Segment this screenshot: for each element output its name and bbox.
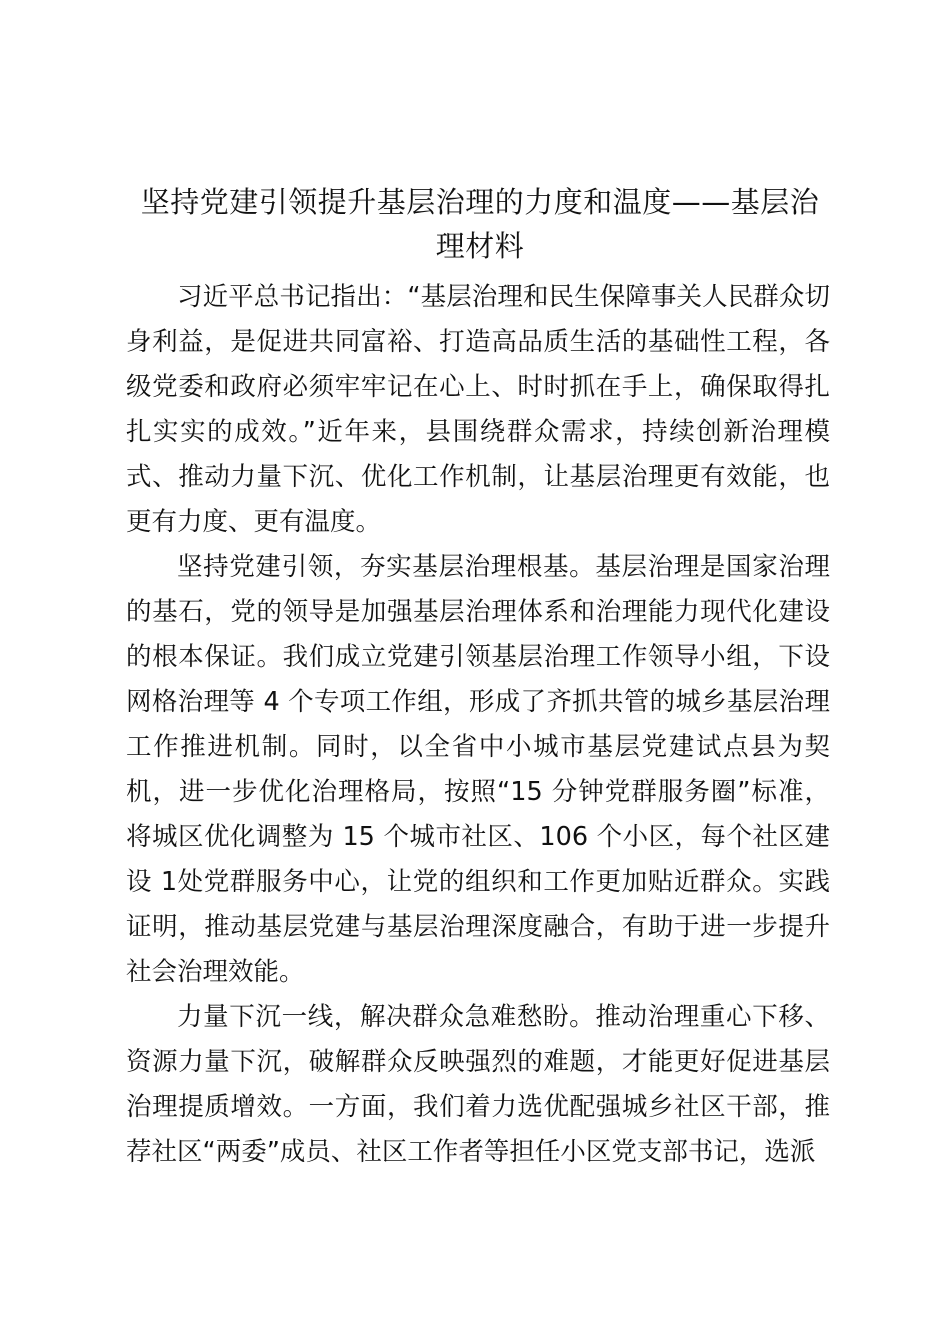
paragraph-2: 坚持党建引领，夯实基层治理根基。基层治理是国家治理的基石，党的领导是加强基层治理体系和治理能力现代化建设的根本保证。我们成立党建引领基层治理工作领导小组，下设网格治理等 4 个专项工作组，形成了齐抓共管的城乡基层治理工作推进机制。同时，以全省中小城市基层党建试点县为契机，进一步优化治理格局，按照“15 分钟党群服务圈”标准，将城区优化调整为 15 个城市社区、106 个小区，每个社区建设 1处党群服务中心，让党的组织和工作更加贴近群众。实践证明，推动基层党建与基层治理深度融合，有助于进一步提升社会治理效能。 <box>126 552 830 987</box>
paragraph-3: 力量下沉一线，解决群众急难愁盼。推动治理重心下移、资源力量下沉，破解群众反映强烈的难题，才能更好促进基层治理提质增效。一方面，我们着力选优配强城乡社区干部，推荐社区“两委”成员、社区工作者等担任小区党支部书记，选派 <box>126 1002 830 1167</box>
document-title: 坚持党建引领提升基层治理的力度和温度——基层治理材料 <box>140 185 820 263</box>
paragraph-1: 习近平总书记指出：“基层治理和民生保障事关人民群众切身利益，是促进共同富裕、打造高品质生活的基础性工程，各级党委和政府必须牢牢记在心上、时时抓在手上，确保取得扎扎实实的成效。”近年来，县围绕群众需求，持续创新治理模式、推动力量下沉、优化工作机制，让基层治理更有效能，也更有力度、更有温度。 <box>126 282 830 537</box>
document-body <box>126 275 830 1175</box>
